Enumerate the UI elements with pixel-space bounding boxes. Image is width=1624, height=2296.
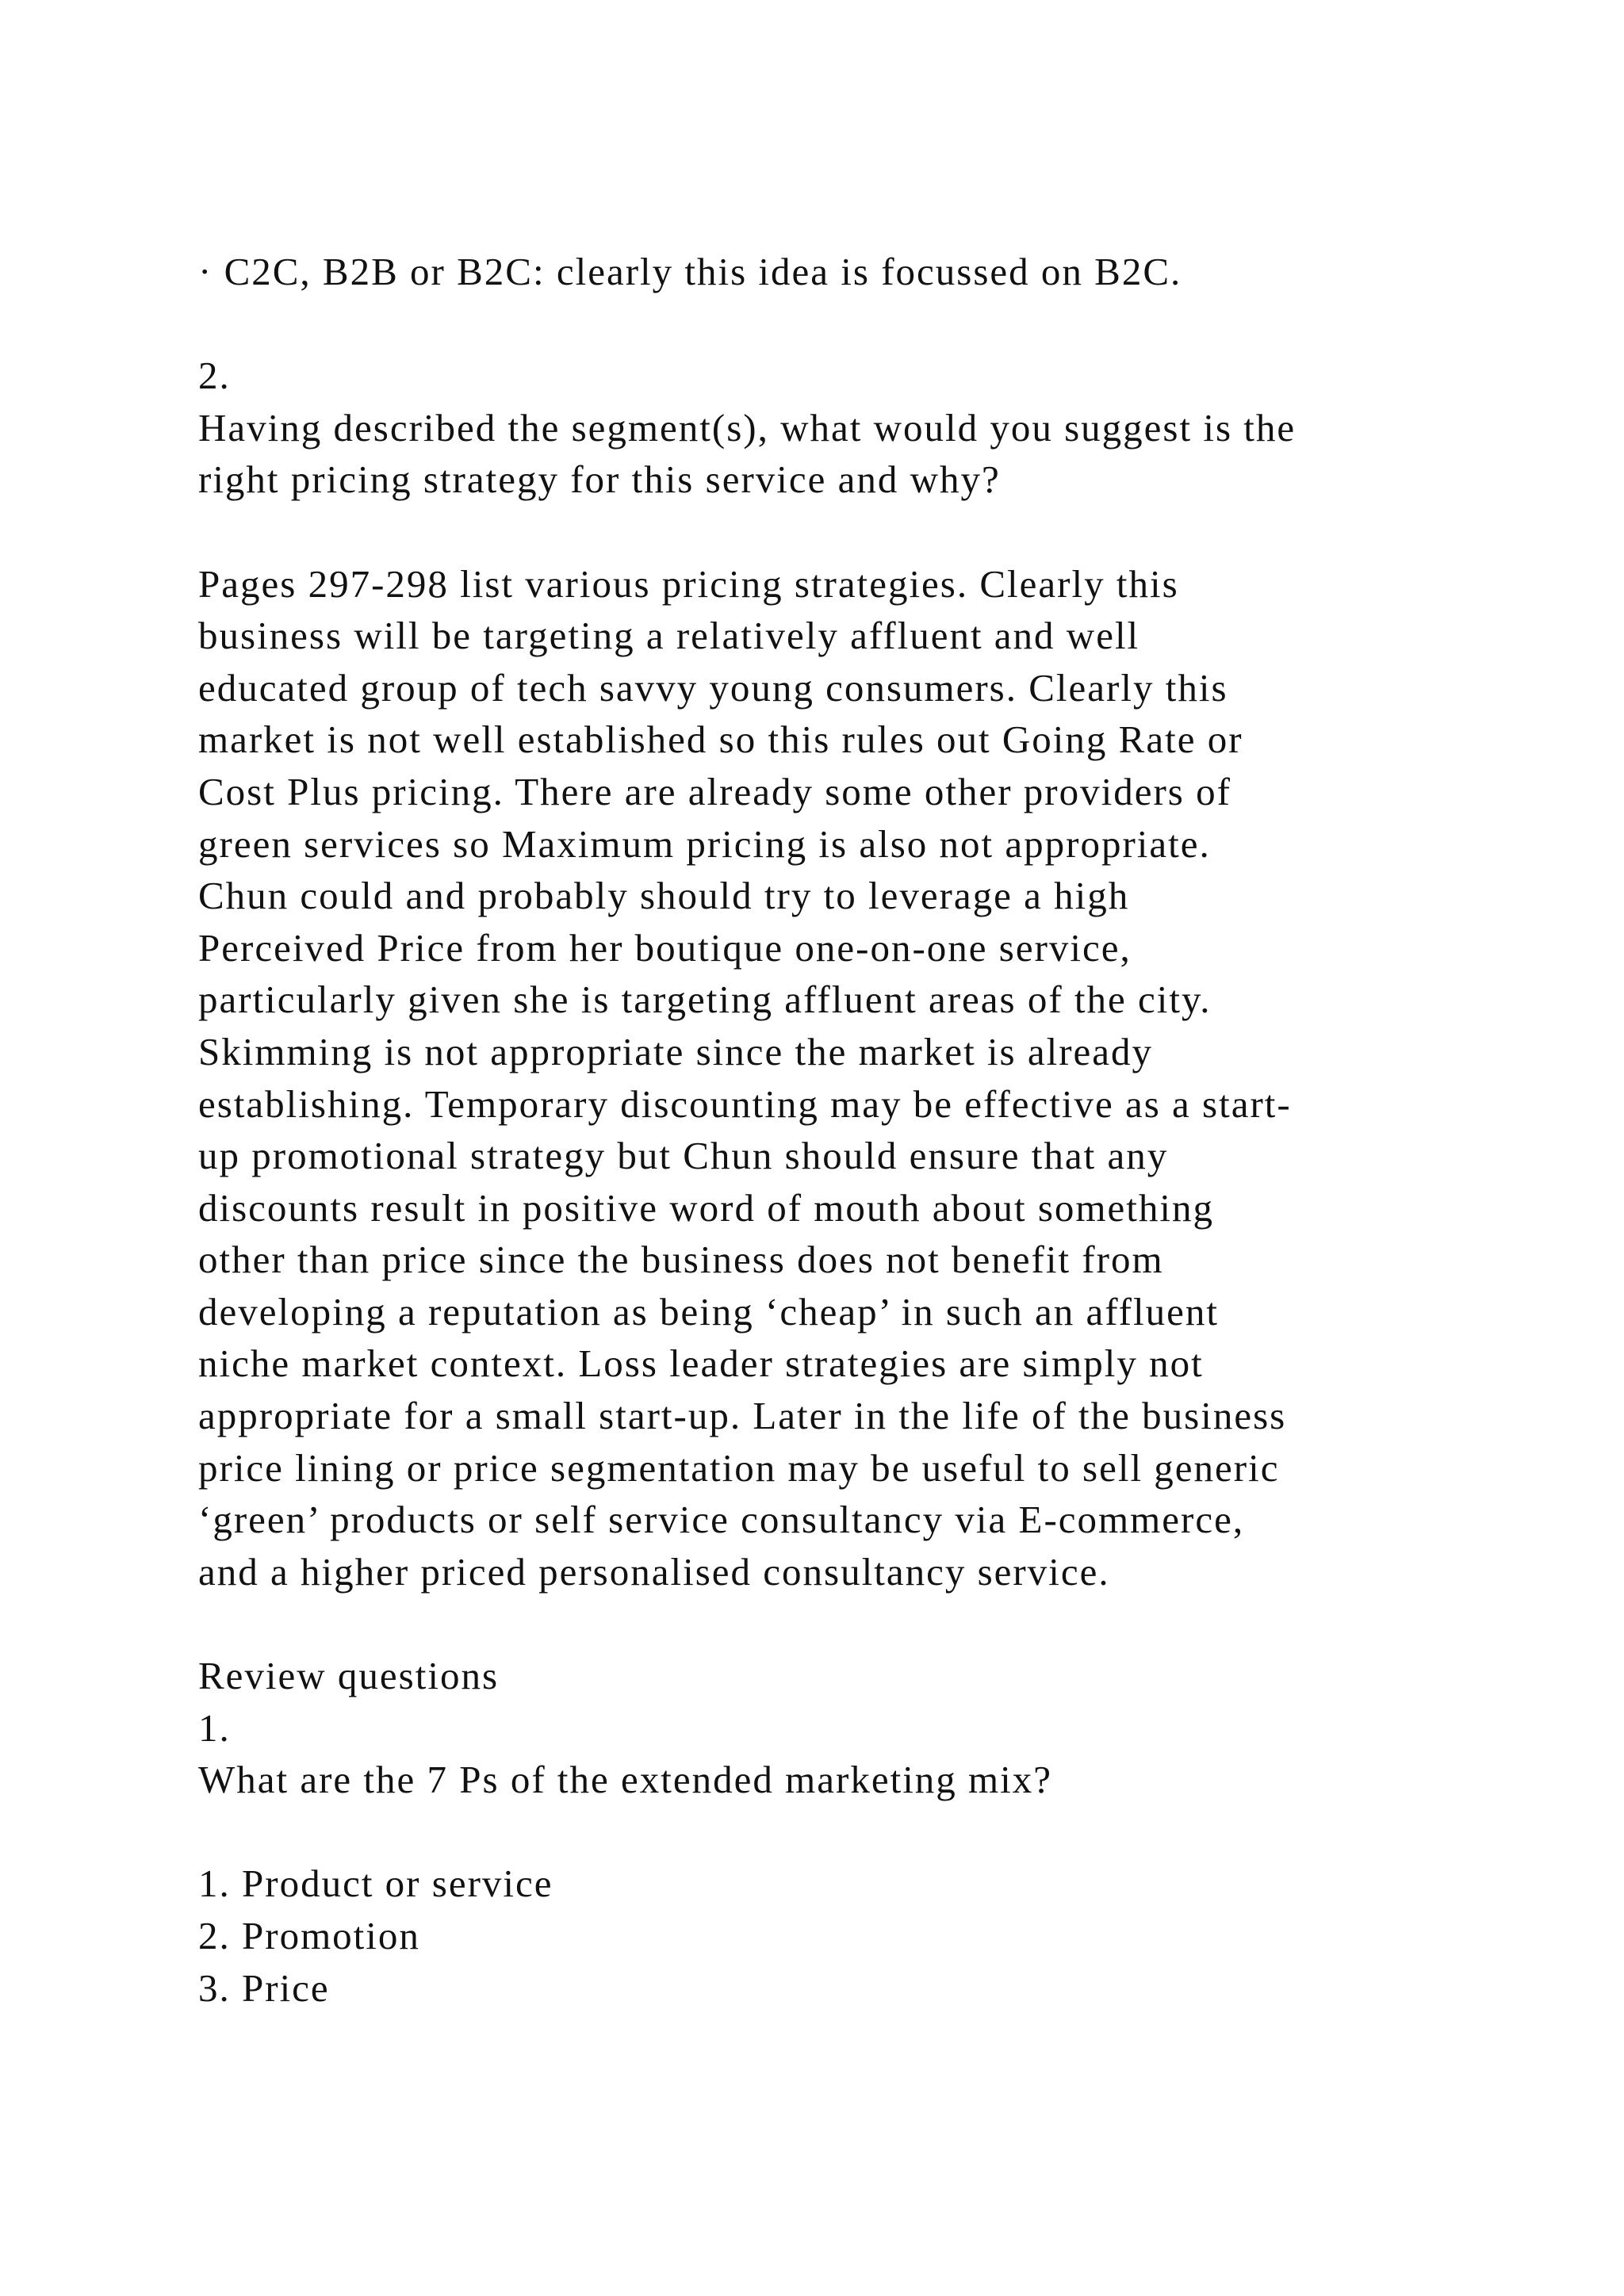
review-question-number: 1. [198, 1705, 231, 1750]
answer-2-line: Skimming is not appropriate since the market is already [198, 1029, 1154, 1073]
answer-2-line: ‘green’ products or self service consultancy via E-commerce, [198, 1498, 1245, 1542]
paragraph-gap [198, 1806, 1507, 1858]
review-question: What are the 7 Ps of the extended marketing mix? [198, 1758, 1053, 1802]
paragraph-gap [198, 298, 1507, 350]
answer-2-line: price lining or price segmentation may be useful to sell generic [198, 1445, 1280, 1490]
paragraph-gap [198, 506, 1507, 558]
answer-2-line: market is not well established so this rules out Going Rate or [198, 718, 1243, 762]
answer-2-line: other than price since the business does not benefit from [198, 1238, 1164, 1282]
answer-2-line: business will be targeting a relatively affluent and well [198, 614, 1140, 658]
answer-2-line: Pages 297-298 list various pricing strategies. Clearly this [198, 561, 1179, 606]
question-2-number: 2. [198, 354, 231, 398]
answer-2-line: developing a reputation as being ‘cheap’ in such an affluent [198, 1289, 1219, 1334]
answer-2-line: Chun could and probably should try to leverage a high [198, 874, 1130, 918]
document-body [198, 246, 1507, 2014]
answer-2-line: Cost Plus pricing. There are already some other providers of [198, 769, 1231, 813]
paragraph-gap [198, 1598, 1507, 1650]
intro-bullet: · C2C, B2B or B2C: clearly this idea is focussed on B2C. [198, 250, 1182, 293]
answer-2-line: discounts result in positive word of mouth about something [198, 1185, 1215, 1230]
answer-2-line: green services so Maximum pricing is also not appropriate. [198, 821, 1211, 866]
list-item: 1. Product or service [198, 1862, 553, 1906]
answer-2-line: appropriate for a small start-up. Later in the life of the business [198, 1394, 1287, 1438]
answer-2-line: establishing. Temporary discounting may be effective as a start- [198, 1081, 1292, 1126]
answer-2-line: and a higher priced personalised consultancy service. [198, 1549, 1110, 1594]
answer-2-line: Perceived Price from her boutique one-on-one service, [198, 925, 1132, 970]
answer-2-line: up promotional strategy but Chun should ensure that any [198, 1134, 1169, 1178]
answer-2-line: niche market context. Loss leader strategies are simply not [198, 1341, 1204, 1386]
list-item: 2. Promotion [198, 1914, 420, 1957]
answer-2-line: particularly given she is targeting affluent areas of the city. [198, 978, 1212, 1022]
list-item: 3. Price [198, 1965, 330, 2010]
answer-2-line: educated group of tech savvy young consumers. Clearly this [198, 665, 1228, 710]
review-heading: Review questions [198, 1654, 500, 1698]
question-2-line: Having described the segment(s), what would you suggest is the [198, 405, 1297, 450]
question-2-line: right pricing strategy for this service and why? [198, 457, 1001, 502]
